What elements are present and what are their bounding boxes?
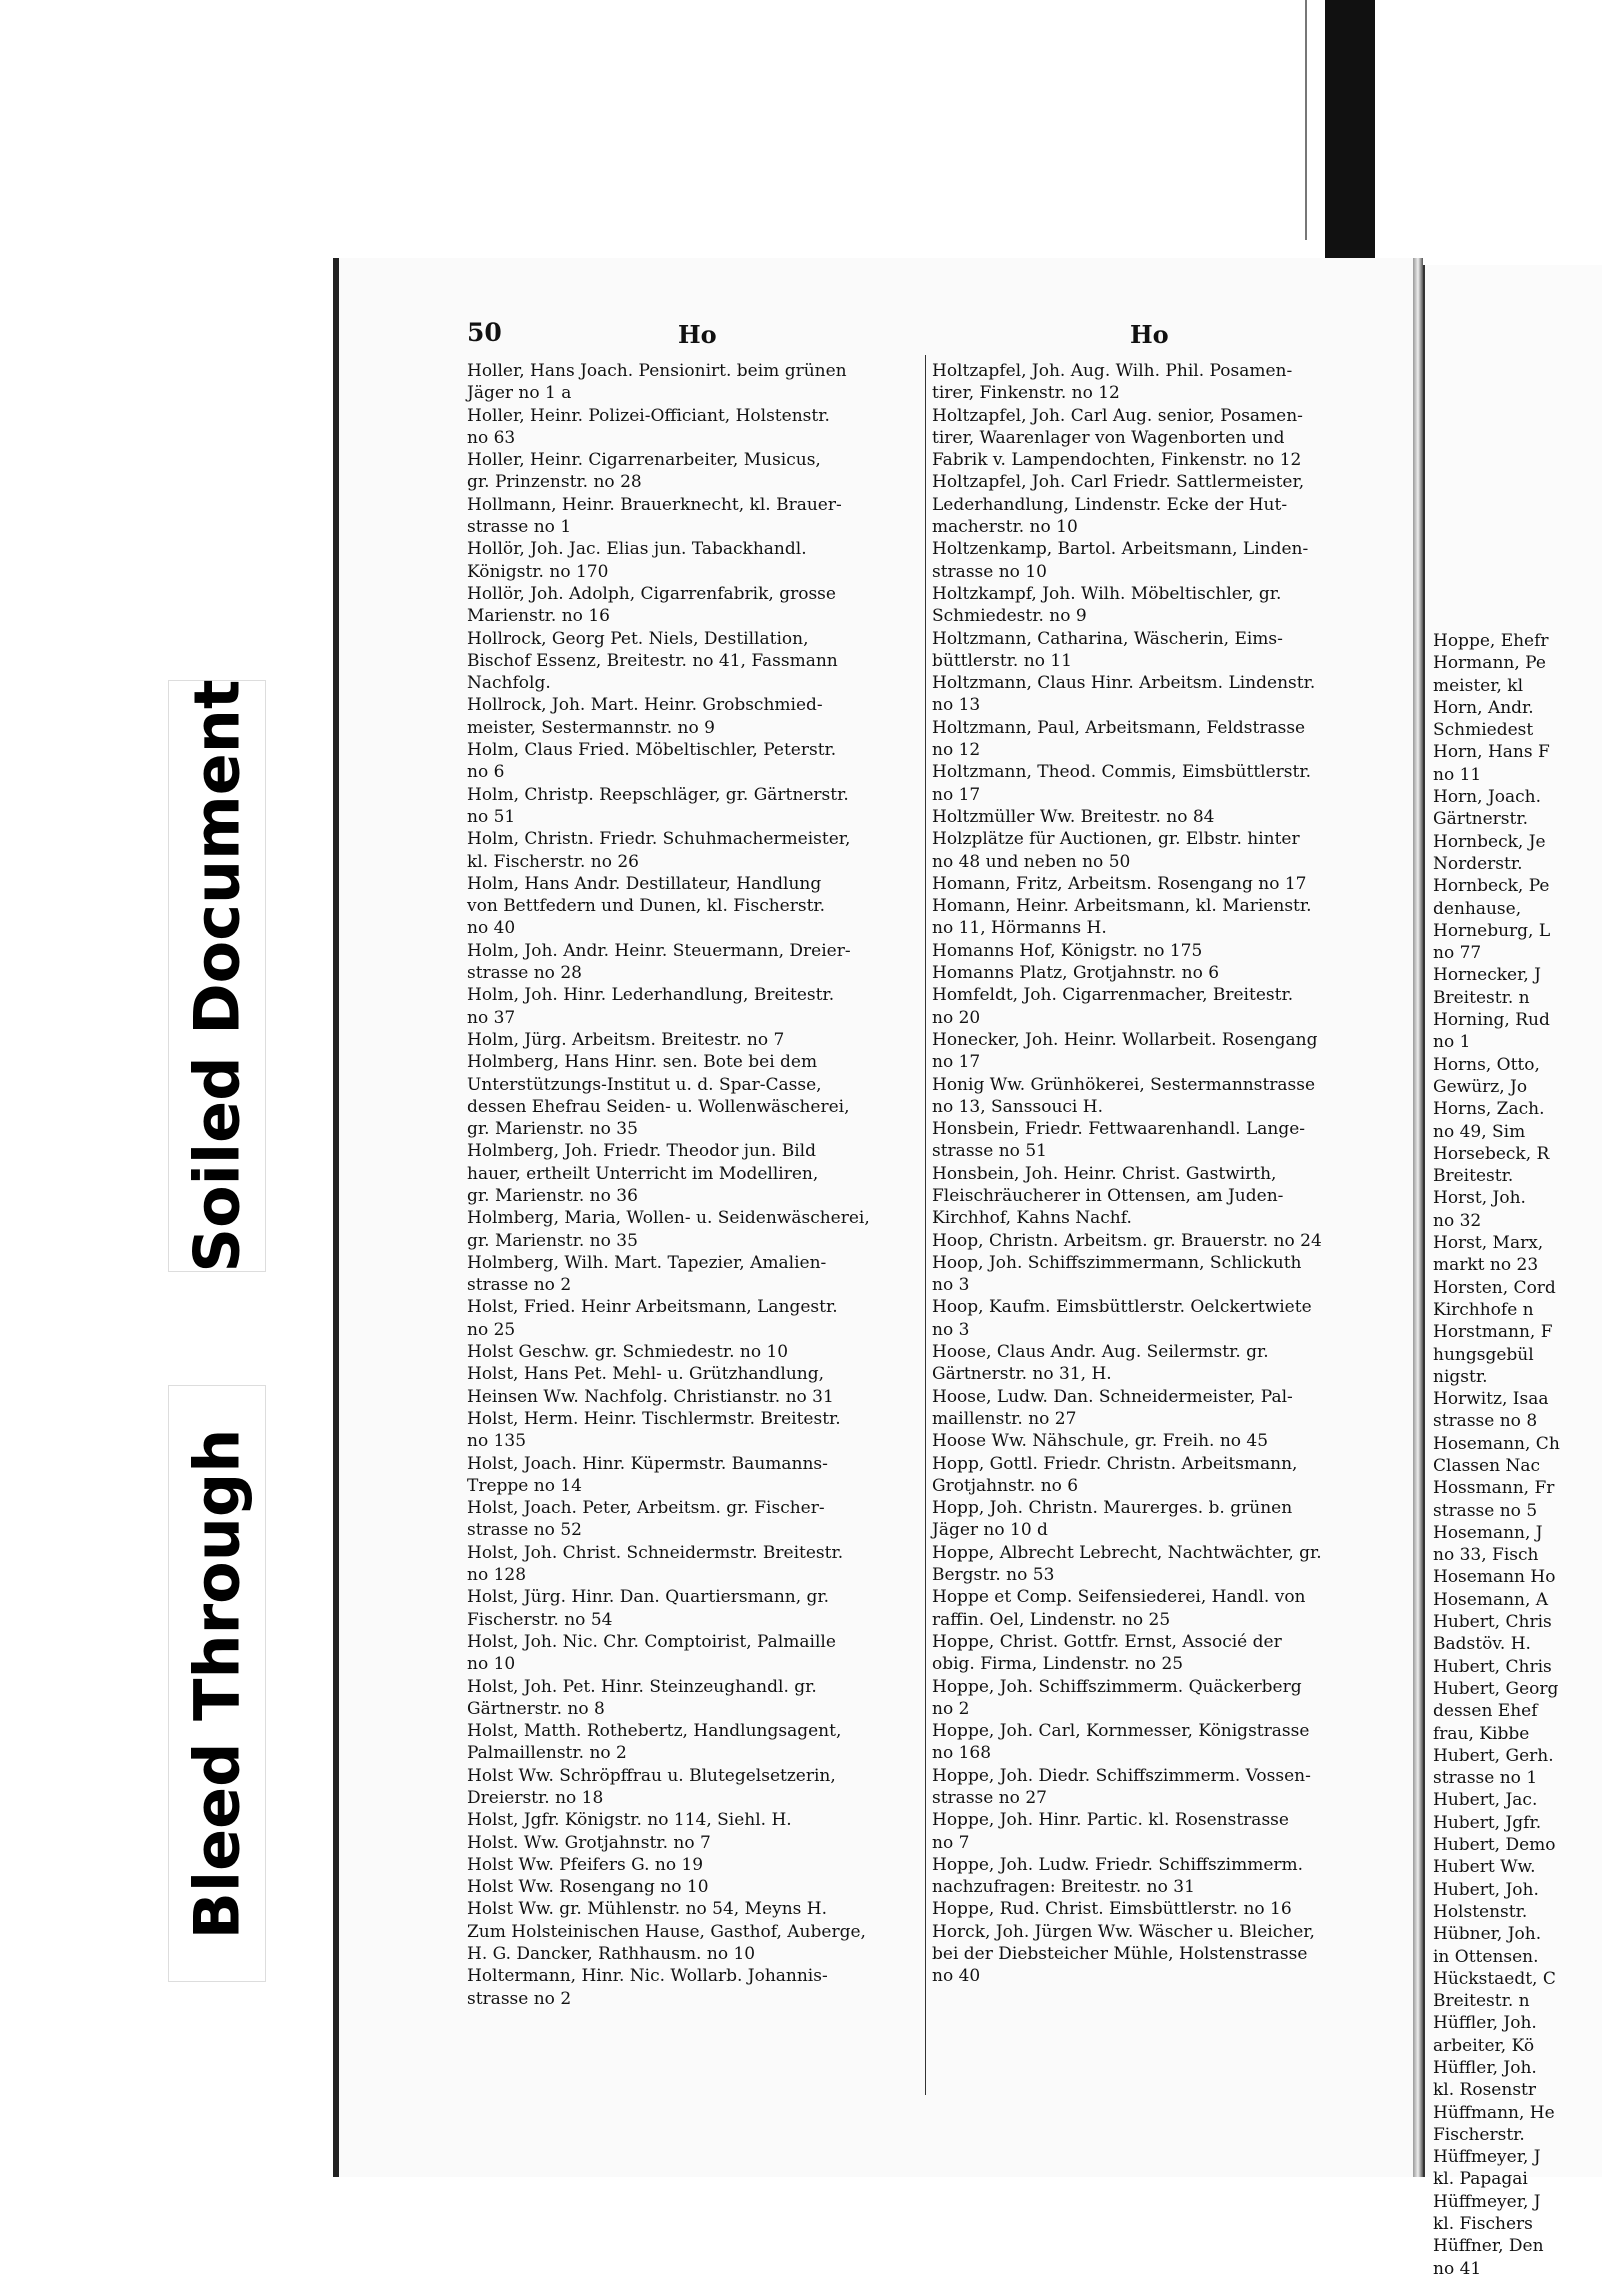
directory-line: meister, Sestermannstr. no 9 bbox=[467, 717, 715, 738]
directory-line: Holst, Hans Pet. Mehl- u. Grützhandlung, bbox=[467, 1364, 825, 1385]
bleed-through-label bbox=[168, 1385, 266, 1982]
directory-line: Hosemann Ho bbox=[1433, 1567, 1556, 1588]
directory-line: Hoppe, Christ. Gottfr. Ernst, Associé der bbox=[932, 1631, 1282, 1652]
directory-line: Holm, Christp. Reepschläger, gr. Gärtnerstr. bbox=[467, 784, 849, 805]
directory-line: Nachfolg. bbox=[467, 673, 551, 694]
directory-line: Holmberg, Wilh. Mart. Tapezier, Amalien- bbox=[467, 1252, 827, 1273]
directory-line: no 11 bbox=[1433, 764, 1482, 785]
directory-line: bei der Diebsteicher Mühle, Holstenstrasse bbox=[932, 1944, 1308, 1965]
directory-line: dessen Ehef bbox=[1433, 1701, 1538, 1722]
directory-line: Holm, Hans Andr. Destillateur, Handlung bbox=[467, 873, 822, 894]
directory-line: Kirchhof, Kahns Nachf. bbox=[932, 1208, 1132, 1229]
directory-line: no 40 bbox=[932, 1966, 981, 1987]
directory-line: Hollrock, Georg Pet. Niels, Destillation, bbox=[467, 628, 809, 649]
directory-line: Holzplätze für Auctionen, gr. Elbstr. hinter bbox=[932, 829, 1300, 850]
directory-line: macherstr. no 10 bbox=[932, 517, 1078, 538]
directory-line: Jäger no 10 d bbox=[932, 1520, 1048, 1541]
directory-line: strasse no 28 bbox=[467, 963, 582, 984]
directory-line: Schmiedestr. no 9 bbox=[932, 606, 1087, 627]
directory-line: Hosemann, Ch bbox=[1433, 1433, 1560, 1454]
directory-line: Holmberg, Hans Hinr. sen. Bote bei dem bbox=[467, 1052, 818, 1073]
directory-line: obig. Firma, Lindenstr. no 25 bbox=[932, 1654, 1184, 1675]
directory-line: Breitestr. bbox=[1433, 1166, 1514, 1187]
bleed-through-text: Bleed Through bbox=[180, 1428, 254, 1939]
directory-line: Zum Holsteinischen Hause, Gasthof, Auberge, bbox=[467, 1921, 866, 1942]
directory-line: Hoppe, Albrecht Lebrecht, Nachtwächter, gr. bbox=[932, 1542, 1322, 1563]
directory-line: Holtzmann, Claus Hinr. Arbeitsm. Lindenstr. bbox=[932, 673, 1316, 694]
directory-line: Holtzmann, Paul, Arbeitsmann, Feldstrasse bbox=[932, 717, 1306, 738]
directory-line: Hüffmann, He bbox=[1433, 2102, 1555, 2123]
directory-line: Horst, Marx, bbox=[1433, 1233, 1544, 1254]
directory-line: Hubert, Jgfr. bbox=[1433, 1812, 1542, 1833]
directory-line: Holst, Fried. Heinr Arbeitsmann, Langestr. bbox=[467, 1297, 838, 1318]
directory-line: Homann, Heinr. Arbeitsmann, kl. Marienstr. bbox=[932, 896, 1312, 917]
directory-line: raffin. Oel, Lindenstr. no 25 bbox=[932, 1609, 1171, 1630]
directory-line: no 48 und neben no 50 bbox=[932, 851, 1131, 872]
directory-line: Hollrock, Joh. Mart. Heinr. Grobschmied- bbox=[467, 695, 823, 716]
directory-line: Holst, Jgfr. Königstr. no 114, Siehl. H. bbox=[467, 1810, 792, 1831]
directory-line: Holst, Herm. Heinr. Tischlermstr. Breitestr. bbox=[467, 1408, 841, 1429]
directory-line: Breitestr. n bbox=[1433, 987, 1530, 1008]
directory-line: strasse no 51 bbox=[932, 1141, 1047, 1162]
directory-line: Holst, Joh. Pet. Hinr. Steinzeughandl. gr. bbox=[467, 1676, 817, 1697]
directory-line: Holtzapfel, Joh. Carl Aug. senior, Posamen- bbox=[932, 405, 1303, 426]
directory-line: Fleischräucherer in Ottensen, am Juden- bbox=[932, 1185, 1284, 1206]
header-right: Ho bbox=[1130, 320, 1169, 349]
directory-line: gr. Marienstr. no 35 bbox=[467, 1119, 638, 1140]
directory-line: Holst Ww. Rosengang no 10 bbox=[467, 1877, 709, 1898]
directory-line: Holst, Joach. Hinr. Küpermstr. Baumanns- bbox=[467, 1453, 828, 1474]
directory-line: tirer, Waarenlager von Wagenborten und bbox=[932, 427, 1285, 448]
directory-line: Hoose, Claus Andr. Aug. Seilermstr. gr. bbox=[932, 1342, 1269, 1363]
directory-line: strasse no 5 bbox=[1433, 1500, 1538, 1521]
directory-line: Honecker, Joh. Heinr. Wollarbeit. Rosengang bbox=[932, 1029, 1318, 1050]
directory-line: maillenstr. no 27 bbox=[932, 1408, 1077, 1429]
directory-line: Holst, Jürg. Hinr. Dan. Quartiersmann, gr. bbox=[467, 1587, 830, 1608]
directory-line: Gärtnerstr. no 8 bbox=[467, 1698, 605, 1719]
directory-line: markt no 23 bbox=[1433, 1255, 1539, 1276]
directory-line: kl. Rosenstr bbox=[1433, 2080, 1536, 2101]
directory-line: Holler, Heinr. Polizei-Officiant, Holstenstr. bbox=[467, 405, 830, 426]
directory-line: dessen Ehefrau Seiden- u. Wollenwäscherei, bbox=[467, 1096, 850, 1117]
directory-line: Horns, Zach. bbox=[1433, 1099, 1545, 1120]
directory-line: Hoppe, Joh. Diedr. Schiffszimmerm. Vossen- bbox=[932, 1765, 1311, 1786]
directory-line: Badstöv. H. bbox=[1433, 1634, 1531, 1655]
directory-line: Holm, Joh. Hinr. Lederhandlung, Breitestr. bbox=[467, 985, 835, 1006]
directory-line: Horneburg, L bbox=[1433, 920, 1551, 941]
directory-line: no 12 bbox=[932, 740, 981, 761]
left-column bbox=[467, 360, 922, 2010]
directory-line: Fischerstr. bbox=[1433, 2124, 1525, 2145]
directory-line: Hubert, Joh. bbox=[1433, 1879, 1539, 1900]
directory-line: no 17 bbox=[932, 1052, 981, 1073]
directory-line: hungsgebül bbox=[1433, 1344, 1534, 1365]
directory-line: strasse no 8 bbox=[1433, 1411, 1538, 1432]
directory-line: Hosemann, A bbox=[1433, 1589, 1549, 1610]
directory-line: Homanns Platz, Grotjahnstr. no 6 bbox=[932, 963, 1220, 984]
directory-line: Hollör, Joh. Adolph, Cigarrenfabrik, grosse bbox=[467, 583, 836, 604]
directory-line: no 20 bbox=[932, 1007, 981, 1028]
directory-line: no 41 bbox=[1433, 2258, 1482, 2279]
directory-line: no 10 bbox=[467, 1654, 516, 1675]
directory-line: strasse no 1 bbox=[1433, 1768, 1538, 1789]
directory-line: kl. Fischers bbox=[1433, 2214, 1533, 2235]
middle-column bbox=[932, 360, 1374, 1988]
directory-line: no 128 bbox=[467, 1565, 527, 1586]
directory-line: Hoppe, Ehefr bbox=[1433, 631, 1549, 651]
directory-line: Holst, Joh. Christ. Schneidermstr. Breitestr. bbox=[467, 1542, 844, 1563]
directory-line: Heinsen Ww. Nachfolg. Christianstr. no 31 bbox=[467, 1386, 834, 1407]
directory-line: strasse no 27 bbox=[932, 1788, 1047, 1808]
directory-line: Holtermann, Hinr. Nic. Wollarb. Johannis- bbox=[467, 1966, 828, 1987]
directory-line: kl. Papagai bbox=[1433, 2169, 1528, 2190]
directory-line: Holm, Claus Fried. Möbeltischler, Peterstr. bbox=[467, 740, 837, 761]
directory-line: Horsebeck, R bbox=[1433, 1143, 1550, 1164]
directory-line: Treppe no 14 bbox=[467, 1475, 582, 1496]
directory-line: Horn, Joach. bbox=[1433, 787, 1542, 808]
directory-line: no 17 bbox=[932, 784, 981, 805]
directory-line: büttlerstr. no 11 bbox=[932, 650, 1072, 671]
directory-line: no 32 bbox=[1433, 1210, 1482, 1231]
directory-line: Horning, Rud bbox=[1433, 1010, 1550, 1031]
directory-line: Jäger no 1 a bbox=[467, 383, 572, 404]
directory-line: Gärtnerstr. no 31, H. bbox=[932, 1364, 1112, 1385]
directory-line: denhause, bbox=[1433, 898, 1522, 919]
directory-line: gr. Prinzenstr. no 28 bbox=[467, 472, 642, 493]
directory-line: Hüffler, Joh. bbox=[1433, 2058, 1537, 2078]
directory-line: Gewürz, Jo bbox=[1433, 1076, 1528, 1097]
top-thin-line bbox=[1305, 0, 1307, 240]
directory-line: Holm, Joh. Andr. Heinr. Steuermann, Dreier- bbox=[467, 940, 851, 961]
directory-line: arbeiter, Kö bbox=[1433, 2035, 1535, 2056]
directory-line: hauer, ertheilt Unterricht im Modelliren, bbox=[467, 1163, 819, 1184]
directory-line: in Ottensen. bbox=[1433, 1946, 1539, 1967]
directory-line: Hübner, Joh. bbox=[1433, 1924, 1542, 1945]
directory-line: strasse no 1 bbox=[467, 517, 572, 538]
directory-line: Hornecker, J bbox=[1433, 965, 1541, 986]
directory-line: Homanns Hof, Königstr. no 175 bbox=[932, 940, 1203, 961]
directory-line: frau, Kibbe bbox=[1433, 1723, 1530, 1744]
top-black-strip bbox=[1325, 0, 1375, 262]
directory-line: Hüffler, Joh. bbox=[1433, 2013, 1537, 2034]
directory-line: meister, kl bbox=[1433, 675, 1524, 696]
directory-line: Hollör, Joh. Jac. Elias jun. Tabackhandl. bbox=[467, 539, 807, 560]
directory-line: Hoose Ww. Nähschule, gr. Freih. no 45 bbox=[932, 1431, 1269, 1452]
directory-line: Holler, Heinr. Cigarrenarbeiter, Musicus, bbox=[467, 450, 821, 471]
directory-line: Hoppe, Joh. Ludw. Friedr. Schiffszimmerm. bbox=[932, 1854, 1304, 1875]
directory-line: Hubert, Jac. bbox=[1433, 1790, 1538, 1811]
directory-line: Hoop, Kaufm. Eimsbüttlerstr. Oelckertwiete bbox=[932, 1297, 1312, 1318]
directory-line: Königstr. no 170 bbox=[467, 561, 609, 582]
directory-line: Fischerstr. no 54 bbox=[467, 1609, 613, 1630]
directory-line: no 49, Sim bbox=[1433, 1121, 1526, 1142]
directory-line: no 77 bbox=[1433, 943, 1482, 964]
directory-line: Holst, Matth. Rothebertz, Handlungsagent, bbox=[467, 1721, 842, 1742]
directory-line: Holst, Joach. Peter, Arbeitsm. gr. Fischer- bbox=[467, 1498, 825, 1519]
soiled-document-label bbox=[168, 680, 266, 1272]
directory-line: Classen Nac bbox=[1433, 1455, 1540, 1476]
directory-line: Horn, Hans F bbox=[1433, 742, 1550, 763]
directory-line: Holmberg, Maria, Wollen- u. Seidenwäscherei, bbox=[467, 1208, 870, 1229]
directory-line: Grotjahnstr. no 6 bbox=[932, 1475, 1079, 1496]
column-divider bbox=[925, 355, 926, 2095]
directory-line: Hoop, Joh. Schiffszimmermann, Schlickuth bbox=[932, 1252, 1302, 1273]
directory-line: Hubert, Georg bbox=[1433, 1678, 1559, 1699]
directory-line: Hüffmeyer, J bbox=[1433, 2147, 1541, 2168]
directory-line: Palmaillenstr. no 2 bbox=[467, 1743, 627, 1764]
directory-line: Dreierstr. no 18 bbox=[467, 1788, 604, 1808]
directory-line: Hopp, Joh. Christn. Maurerges. b. grünen bbox=[932, 1498, 1293, 1519]
directory-line: Honsbein, Friedr. Fettwaarenhandl. Lange- bbox=[932, 1119, 1306, 1140]
directory-line: Hornbeck, Pe bbox=[1433, 876, 1550, 897]
directory-line: no 63 bbox=[467, 427, 516, 448]
directory-line: no 51 bbox=[467, 806, 516, 827]
directory-line: no 40 bbox=[467, 918, 516, 939]
directory-line: Homfeldt, Joh. Cigarrenmacher, Breitestr. bbox=[932, 985, 1294, 1006]
directory-line: no 25 bbox=[467, 1319, 516, 1340]
directory-line: Horck, Joh. Jürgen Ww. Wäscher u. Bleicher, bbox=[932, 1921, 1315, 1942]
directory-line: Horstmann, F bbox=[1433, 1322, 1553, 1343]
directory-line: Hoppe, Joh. Carl, Kornmesser, Königstrasse bbox=[932, 1721, 1310, 1742]
directory-line: Norderstr. bbox=[1433, 853, 1523, 874]
directory-line: Holst Ww. Schröpffrau u. Blutegelsetzerin, bbox=[467, 1765, 836, 1786]
directory-line: H. G. Dancker, Rathhausm. no 10 bbox=[467, 1944, 756, 1965]
directory-line: no 2 bbox=[932, 1698, 970, 1719]
directory-line: Holst, Joh. Nic. Chr. Comptoirist, Palmaille bbox=[467, 1631, 836, 1652]
directory-line: Marienstr. no 16 bbox=[467, 606, 610, 627]
directory-line: Bergstr. no 53 bbox=[932, 1565, 1055, 1586]
directory-line: no 13, Sanssouci H. bbox=[932, 1096, 1103, 1117]
directory-line: Schmiedest bbox=[1433, 720, 1534, 741]
directory-line: Holstenstr. bbox=[1433, 1901, 1528, 1922]
right-page-column bbox=[1433, 630, 1605, 2280]
directory-line: Holtzapfel, Joh. Carl Friedr. Sattlermeister, bbox=[932, 472, 1305, 493]
directory-line: nigstr. bbox=[1433, 1366, 1488, 1387]
directory-line: Lederhandlung, Lindenstr. Ecke der Hut- bbox=[932, 494, 1288, 515]
directory-line: Holtzapfel, Joh. Aug. Wilh. Phil. Posamen- bbox=[932, 361, 1293, 381]
directory-line: Horns, Otto, bbox=[1433, 1054, 1540, 1075]
directory-line: Hoppe, Rud. Christ. Eimsbüttlerstr. no 16 bbox=[932, 1899, 1292, 1920]
directory-line: Horwitz, Isaa bbox=[1433, 1389, 1549, 1410]
directory-line: Breitestr. n bbox=[1433, 1991, 1530, 2012]
directory-line: Holler, Hans Joach. Pensionirt. beim grünen bbox=[467, 361, 847, 381]
directory-line: von Bettfedern und Dunen, kl. Fischerstr. bbox=[467, 896, 826, 917]
directory-line: no 6 bbox=[467, 762, 505, 783]
directory-line: Horst, Joh. bbox=[1433, 1188, 1526, 1209]
directory-line: no 3 bbox=[932, 1275, 970, 1296]
header-left: Ho bbox=[678, 320, 717, 349]
directory-line: gr. Marienstr. no 36 bbox=[467, 1185, 638, 1206]
directory-line: Hubert, Chris bbox=[1433, 1656, 1552, 1677]
directory-line: Holm, Jürg. Arbeitsm. Breitestr. no 7 bbox=[467, 1029, 785, 1050]
directory-line: Hopp, Gottl. Friedr. Christn. Arbeitsmann, bbox=[932, 1453, 1298, 1474]
directory-line: Kirchhofe n bbox=[1433, 1299, 1534, 1320]
directory-line: Holm, Christn. Friedr. Schuhmachermeister, bbox=[467, 829, 851, 850]
directory-line: Hormann, Pe bbox=[1433, 653, 1546, 674]
directory-line: Hornbeck, Je bbox=[1433, 831, 1546, 852]
directory-line: strasse no 52 bbox=[467, 1520, 582, 1541]
directory-line: Hubert Ww. bbox=[1433, 1857, 1536, 1878]
directory-line: no 135 bbox=[467, 1431, 527, 1452]
page-gutter bbox=[1413, 258, 1423, 2177]
directory-line: tirer, Finkenstr. no 12 bbox=[932, 383, 1120, 404]
directory-line: Hosemann, J bbox=[1433, 1522, 1543, 1543]
directory-line: strasse no 2 bbox=[467, 1275, 572, 1296]
directory-line: strasse no 2 bbox=[467, 1988, 572, 2009]
directory-line: no 11, Hörmanns H. bbox=[932, 918, 1107, 939]
directory-line: gr. Marienstr. no 35 bbox=[467, 1230, 638, 1251]
page-number: 50 bbox=[467, 318, 502, 347]
directory-line: strasse no 10 bbox=[932, 561, 1047, 582]
directory-line: Hoppe et Comp. Seifensiederei, Handl. von bbox=[932, 1587, 1306, 1608]
directory-line: Holst. Ww. Grotjahnstr. no 7 bbox=[467, 1832, 711, 1853]
directory-line: Gärtnerstr. bbox=[1433, 809, 1529, 830]
directory-line: Hoppe, Joh. Schiffszimmerm. Quäckerberg bbox=[932, 1676, 1302, 1697]
directory-line: Horsten, Cord bbox=[1433, 1277, 1556, 1298]
directory-line: Holtzkampf, Joh. Wilh. Möbeltischler, gr. bbox=[932, 583, 1282, 604]
directory-line: Horn, Andr. bbox=[1433, 697, 1534, 718]
directory-line: Hubert, Chris bbox=[1433, 1612, 1552, 1633]
directory-line: Hubert, Gerh. bbox=[1433, 1745, 1554, 1766]
directory-line: Fabrik v. Lampendochten, Finkenstr. no 12 bbox=[932, 450, 1302, 471]
directory-line: no 7 bbox=[932, 1832, 970, 1853]
directory-line: Hossmann, Fr bbox=[1433, 1478, 1555, 1499]
directory-line: no 3 bbox=[932, 1319, 970, 1340]
directory-line: Hoppe, Joh. Hinr. Partic. kl. Rosenstrasse bbox=[932, 1810, 1289, 1831]
directory-line: Unterstützungs-Institut u. d. Spar-Casse, bbox=[467, 1074, 822, 1095]
directory-line: Hoop, Christn. Arbeitsm. gr. Brauerstr. no 24 bbox=[932, 1230, 1322, 1251]
directory-line: Honsbein, Joh. Heinr. Christ. Gastwirth, bbox=[932, 1163, 1277, 1184]
directory-line: Hückstaedt, C bbox=[1433, 1968, 1556, 1989]
directory-line: kl. Fischerstr. no 26 bbox=[467, 851, 640, 872]
directory-line: Hollmann, Heinr. Brauerknecht, kl. Brauer- bbox=[467, 494, 842, 515]
directory-line: no 168 bbox=[932, 1743, 992, 1764]
directory-line: Holst Ww. Pfeifers G. no 19 bbox=[467, 1854, 704, 1875]
directory-line: Holtzenkamp, Bartol. Arbeitsmann, Linden- bbox=[932, 539, 1309, 560]
directory-line: Honig Ww. Grünhökerei, Sestermannstrasse bbox=[932, 1074, 1316, 1095]
directory-line: Homann, Fritz, Arbeitsm. Rosengang no 17 bbox=[932, 873, 1307, 894]
directory-line: nachzufragen: Breitestr. no 31 bbox=[932, 1877, 1195, 1898]
directory-line: no 1 bbox=[1433, 1032, 1471, 1053]
directory-line: Hubert, Demo bbox=[1433, 1835, 1556, 1856]
directory-line: Holtzmüller Ww. Breitestr. no 84 bbox=[932, 806, 1215, 827]
directory-line: Hoose, Ludw. Dan. Schneidermeister, Pal- bbox=[932, 1386, 1293, 1407]
directory-line: no 13 bbox=[932, 695, 981, 716]
directory-line: Holtzmann, Catharina, Wäscherin, Eims- bbox=[932, 628, 1283, 649]
right-page bbox=[1423, 265, 1602, 2279]
directory-line: no 33, Fisch bbox=[1433, 1545, 1539, 1566]
directory-line: Holst Geschw. gr. Schmiedestr. no 10 bbox=[467, 1342, 789, 1363]
directory-line: Holst Ww. gr. Mühlenstr. no 54, Meyns H. bbox=[467, 1899, 827, 1920]
directory-line: Bischof Essenz, Breitestr. no 41, Fassmann bbox=[467, 650, 838, 671]
directory-line: Holtzmann, Theod. Commis, Eimsbüttlerstr. bbox=[932, 762, 1311, 783]
soiled-document-text: Soiled Document bbox=[180, 679, 254, 1273]
directory-line: no 37 bbox=[467, 1007, 516, 1028]
directory-line: Holmberg, Joh. Friedr. Theodor jun. Bild bbox=[467, 1141, 817, 1162]
directory-line: Hüffmeyer, J bbox=[1433, 2191, 1541, 2212]
directory-line: Hüffner, Den bbox=[1433, 2236, 1544, 2257]
